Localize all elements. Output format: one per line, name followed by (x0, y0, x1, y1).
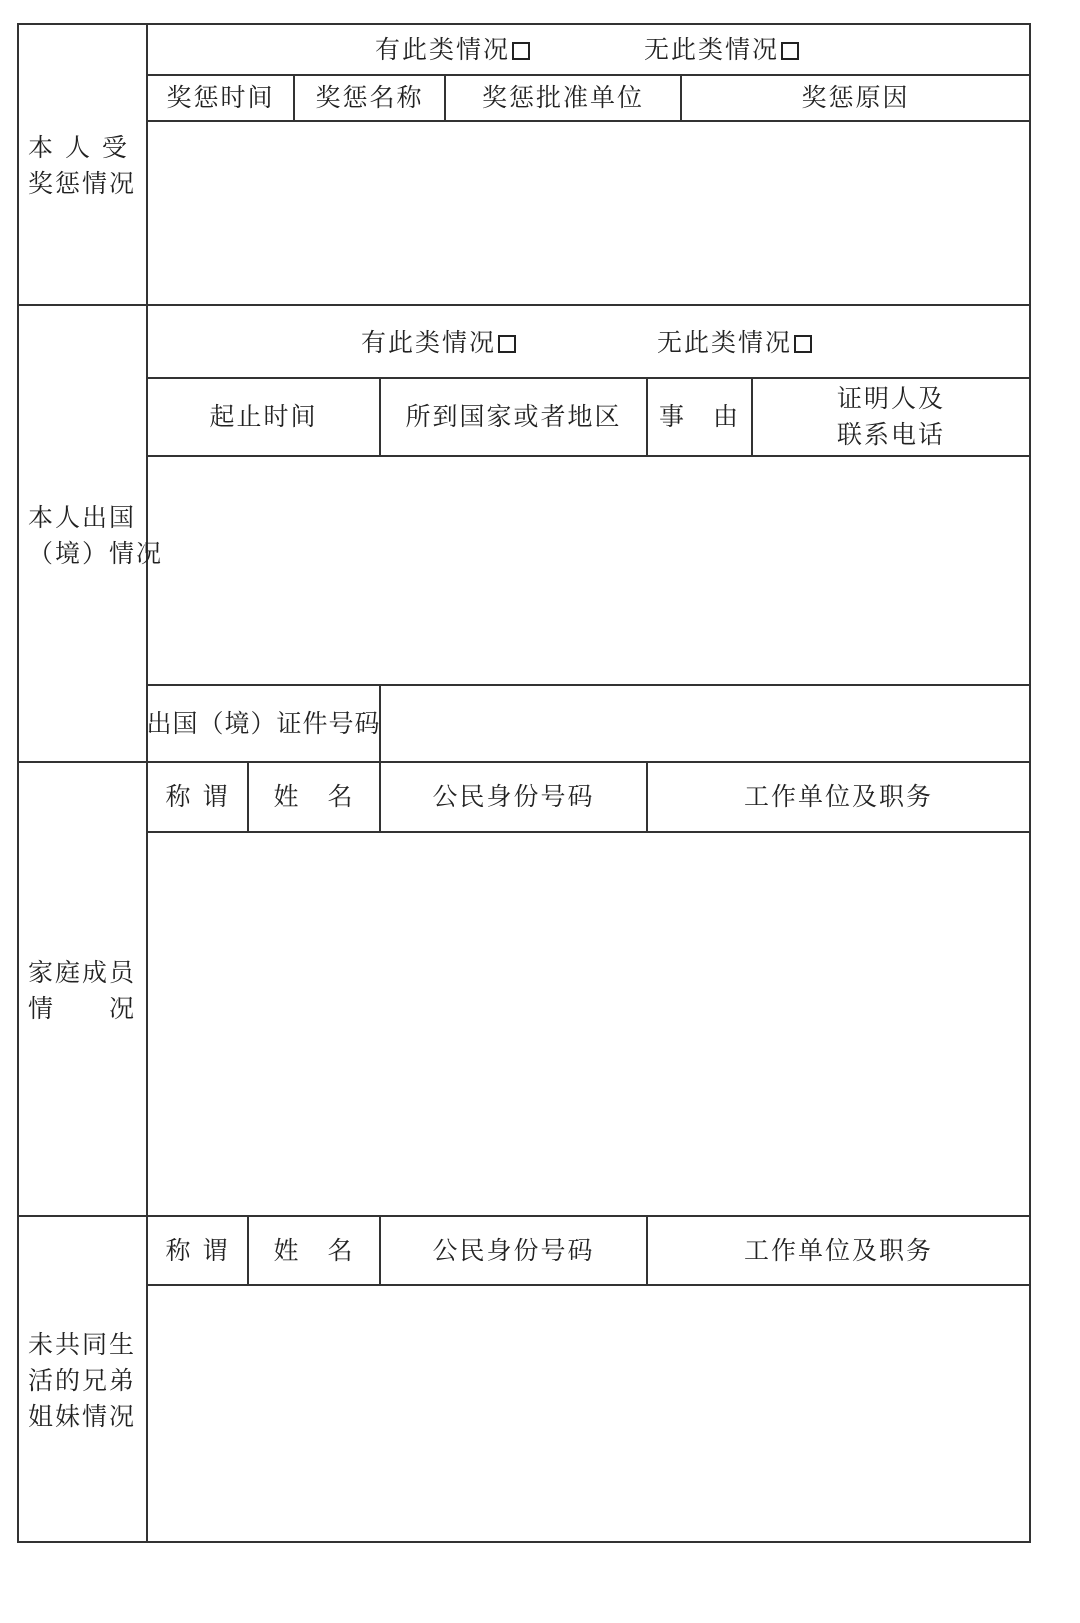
awards-none-label: 无此类情况 (644, 35, 780, 64)
siblings-col-work: 工作单位及职务 (743, 1235, 933, 1265)
section-divider-awards (17, 304, 1031, 306)
awards-none-checkbox[interactable] (781, 42, 799, 60)
siblings-row-label-line3: 姐妹情况 (28, 1402, 137, 1431)
siblings-row-label-line1: 未共同生 (28, 1330, 137, 1359)
abroad-none-label: 无此类情况 (657, 328, 793, 357)
abroad-col-period: 起止时间 (209, 402, 318, 431)
siblings-col-id: 公民身份号码 (432, 1235, 595, 1265)
abroad-row-label-line1: 本人出国 (28, 503, 137, 532)
awards-has-label: 有此类情况 (375, 35, 511, 64)
abroad-has-option[interactable] (361, 325, 516, 361)
abroad-col-country: 所到国家或者地区 (405, 402, 622, 431)
abroad-entry-area[interactable] (148, 457, 1029, 684)
siblings-entry-area[interactable] (148, 1286, 1029, 1541)
abroad-row-label-line2: （境）情况 (28, 539, 164, 568)
abroad-col-witness (753, 379, 1029, 455)
family-entry-area[interactable] (148, 833, 1029, 1215)
family-row-label-line2: 情 况 (28, 994, 137, 1023)
abroad-none-checkbox[interactable] (794, 335, 812, 353)
border-top (17, 23, 1031, 25)
awards-col-reason: 奖惩原因 (801, 83, 910, 112)
family-col-id: 公民身份号码 (432, 782, 595, 811)
siblings-col-name: 姓 名 (273, 1235, 355, 1265)
family-col-work: 工作单位及职务 (743, 782, 933, 811)
border-left (17, 23, 19, 1543)
awards-none-option[interactable] (644, 32, 799, 68)
abroad-passport-label: 出国（境）证件号码 (146, 708, 381, 738)
border-right (1029, 23, 1031, 1543)
abroad-col-witness-line2: 联系电话 (836, 420, 945, 449)
abroad-col-reason: 事 由 (658, 402, 740, 431)
abroad-passport-field[interactable] (381, 686, 1029, 761)
awards-row-label-line1: 本 人 受 (28, 133, 129, 162)
abroad-has-label: 有此类情况 (361, 328, 497, 357)
awards-col-time: 奖惩时间 (166, 83, 275, 112)
siblings-row-label-line2: 活的兄弟 (28, 1366, 137, 1395)
awards-has-option[interactable] (375, 32, 530, 68)
family-row-label-line1: 家庭成员 (28, 958, 137, 987)
awards-col-name: 奖惩名称 (315, 83, 424, 112)
awards-has-checkbox[interactable] (512, 42, 530, 60)
siblings-col-relation: 称 谓 (165, 1235, 230, 1265)
abroad-col-witness-line1: 证明人及 (836, 384, 945, 413)
family-col-name: 姓 名 (273, 782, 355, 811)
awards-col-unit: 奖惩批准单位 (481, 83, 644, 112)
abroad-has-checkbox[interactable] (498, 335, 516, 353)
awards-entry-area[interactable] (148, 122, 1029, 304)
abroad-none-option[interactable] (657, 325, 812, 361)
family-col-relation: 称 谓 (165, 782, 230, 811)
awards-row-label-line2: 奖惩情况 (28, 169, 137, 198)
border-bottom (17, 1541, 1031, 1543)
